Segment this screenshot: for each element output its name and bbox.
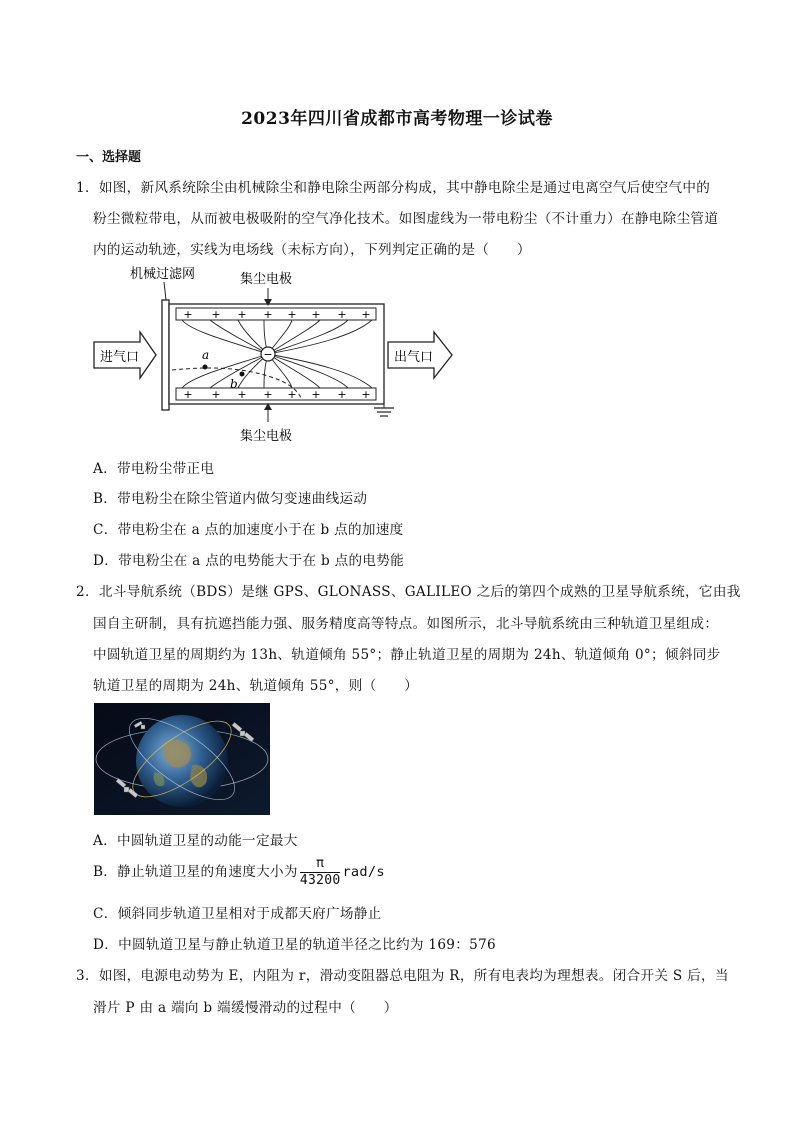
point-a-dot: [203, 365, 208, 370]
q2-option-d: D．中圆轨道卫星与静止轨道卫星的轨道半径之比约为 169：576: [93, 937, 496, 953]
plus-sign: +: [211, 308, 221, 321]
plus-sign: +: [183, 388, 193, 401]
q2-stem-line-2: 国自主研制，具有抗遮挡能力强、服务精度高等特点。如图所示，北斗导航系统由三种轨道卫星组成：: [93, 616, 719, 632]
svg-text:−: −: [263, 348, 273, 361]
q2-stem-line-1: 2．北斗导航系统（BDS）是继 GPS、GLONASS、GALILEO 之后的第四个成熟的卫星导航系统，它由我: [76, 584, 741, 600]
plus-sign: +: [211, 388, 221, 401]
plus-sign: +: [361, 388, 371, 401]
q1-electrostatic-figure: [92, 262, 462, 447]
point-b-dot: [240, 372, 245, 377]
q2-option-b-fraction: [300, 856, 341, 889]
plus-sign: +: [237, 388, 247, 401]
outlet-label: 出气口: [394, 350, 434, 365]
q2-option-b: [93, 856, 385, 889]
q2-option-a: A．中圆轨道卫星的动能一定最大: [93, 833, 298, 849]
inlet-label: 进气口: [100, 350, 140, 365]
plus-sign: +: [311, 388, 321, 401]
plus-sign: +: [337, 388, 347, 401]
plus-sign: +: [263, 388, 273, 401]
q3-stem-line-1: 3．如图，电源电动势为 E，内阻为 r，滑动变阻器总电阻为 R，所有电表均为理想表。闭合开关 S 后，当: [76, 968, 729, 984]
q1-stem-line-2: 粉尘微粒带电，从而被电极吸附的空气净化技术。如图虚线为一带电粉尘（不计重力）在静电除尘管道: [93, 211, 719, 227]
plus-sign: +: [287, 308, 297, 321]
q3-stem-line-2: 滑片 P 由 a 端向 b 端缓慢滑动的过程中（ ）: [93, 1000, 398, 1016]
plus-sign: +: [337, 308, 347, 321]
page-title: 2023年四川省成都市高考物理一诊试卷: [241, 109, 553, 129]
point-a-label: a: [202, 348, 210, 362]
filter-label: 机械过滤网: [130, 267, 196, 282]
plus-sign: +: [263, 308, 273, 321]
q2-option-b-text: B．静止轨道卫星的角速度大小为: [93, 864, 298, 880]
top-electrode-label: 集尘电极: [240, 272, 293, 287]
point-b-label: b: [230, 377, 238, 391]
q1-option-d: D．带电粉尘在 a 点的电势能大于在 b 点的电势能: [93, 553, 405, 569]
q2-satellite-image: [94, 703, 270, 815]
q1-stem-line-1: 1．如图，新风系统除尘由机械除尘和静电除尘两部分构成，其中静电除尘是通过电离空气后使空气中的: [76, 180, 711, 196]
fraction-numerator: π: [300, 856, 341, 873]
q1-option-b: B．带电粉尘在除尘管道内做匀变速曲线运动: [93, 491, 368, 507]
plus-sign: +: [237, 308, 247, 321]
bottom-electrode-label: 集尘电极: [240, 429, 293, 444]
q2-stem-line-4: 轨道卫星的周期为 24h、轨道倾角 55°，则（ ）: [93, 678, 419, 694]
q2-option-b-unit: rad/s: [342, 864, 385, 880]
plus-sign: +: [287, 388, 297, 401]
plus-sign: +: [183, 308, 193, 321]
q2-stem-line-3: 中圆轨道卫星的周期约为 13h、轨道倾角 55°；静止轨道卫星的周期为 24h、轨道倾角 0°；倾斜同步: [93, 647, 721, 663]
filter-mesh: [162, 300, 169, 410]
section-heading: 一、选择题: [76, 150, 142, 165]
plus-sign: +: [311, 308, 321, 321]
plus-sign: +: [361, 308, 371, 321]
q1-option-c: C．带电粉尘在 a 点的加速度小于在 b 点的加速度: [93, 522, 404, 538]
q1-option-a: A．带电粉尘带正电: [93, 461, 215, 477]
q2-option-c: C．倾斜同步轨道卫星相对于成都天府广场静止: [93, 906, 382, 922]
q1-stem-line-3: 内的运动轨迹，实线为电场线（未标方向），下列判定正确的是（ ）: [93, 242, 531, 258]
fraction-denominator: 43200: [299, 873, 341, 888]
